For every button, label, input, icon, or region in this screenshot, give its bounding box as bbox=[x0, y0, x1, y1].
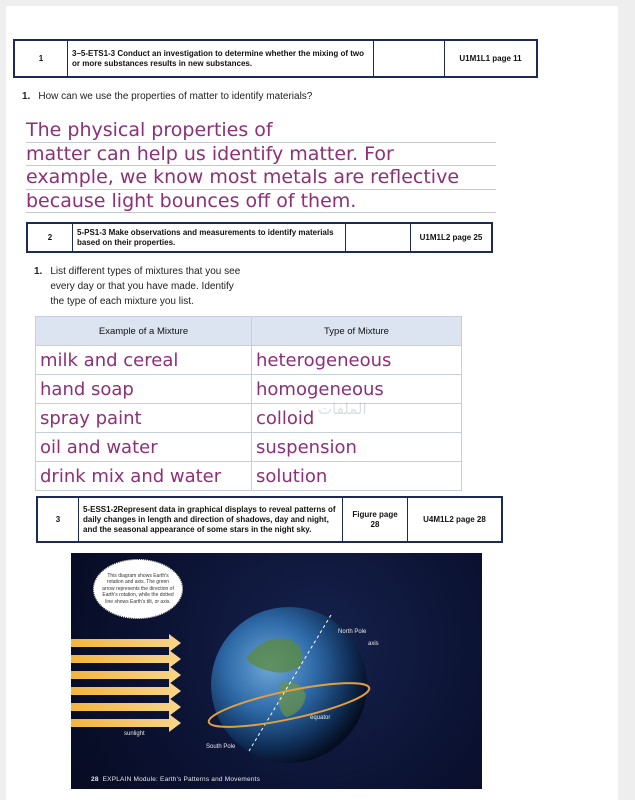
mixture-type: solution bbox=[252, 462, 462, 491]
watermark: الملفات bbox=[318, 400, 367, 418]
mixture-type: colloid bbox=[252, 404, 462, 433]
standard-table-1 bbox=[13, 39, 538, 78]
table-row bbox=[36, 433, 462, 462]
diagram-note-bubble: This diagram shows Earth's rotation and axis. The green arrow represents the direction of Earth's rotation, while the dotted line shows Earth's tilt, or axis. bbox=[93, 559, 183, 619]
table-row bbox=[36, 375, 462, 404]
handwritten-answer bbox=[26, 119, 496, 213]
north-pole-label: North Pole bbox=[338, 629, 367, 635]
standard-number: 1 bbox=[14, 40, 68, 77]
standard-number: 2 bbox=[27, 223, 73, 252]
figure-caption bbox=[91, 776, 260, 783]
caption-page-number: 28 bbox=[91, 776, 99, 783]
sunlight-label: sunlight bbox=[124, 731, 145, 737]
earth-rotation-figure bbox=[71, 553, 482, 789]
mixture-example: hand soap bbox=[36, 375, 252, 404]
mixture-example: oil and water bbox=[36, 433, 252, 462]
standard-number: 3 bbox=[37, 497, 79, 542]
question-text-line: the type of each mixture you list. bbox=[50, 296, 194, 307]
equator-label: equator bbox=[310, 715, 331, 721]
page-reference: U1M1L2 page 25 bbox=[411, 223, 493, 252]
column-header-example: Example of a Mixture bbox=[36, 317, 252, 346]
table-row bbox=[36, 462, 462, 491]
standard-description: 5-PS1-3 Make observations and measurements to identify materials based on their properties. bbox=[73, 223, 346, 252]
question-text-line: List different types of mixtures that you see bbox=[50, 266, 241, 277]
south-pole-label: South Pole bbox=[206, 744, 236, 750]
column-header-type: Type of Mixture bbox=[252, 317, 462, 346]
sunlight-arrows bbox=[71, 634, 181, 732]
axis-label: axis bbox=[368, 641, 379, 647]
figure-reference bbox=[374, 40, 445, 77]
table-row bbox=[36, 404, 462, 433]
standard-table-2 bbox=[26, 222, 493, 253]
question-number: 1. bbox=[22, 91, 31, 102]
answer-line: because light bounces off of them. bbox=[26, 190, 496, 214]
answer-line: The physical properties of bbox=[26, 119, 496, 143]
caption-text: EXPLAIN Module: Earth's Patterns and Movements bbox=[102, 776, 261, 783]
page-reference: U1M1L1 page 11 bbox=[445, 40, 538, 77]
standard-description: 3–5-ETS1-3 Conduct an investigation to determine whether the mixing of two or more substances results in new substances. bbox=[68, 40, 374, 77]
page-reference: U4M1L2 page 28 bbox=[408, 497, 503, 542]
mixture-example: drink mix and water bbox=[36, 462, 252, 491]
mixture-example: spray paint bbox=[36, 404, 252, 433]
question-text-line: every day or that you have made. Identify bbox=[50, 281, 234, 292]
mixture-example: milk and cereal bbox=[36, 346, 252, 375]
mixture-type: homogeneous bbox=[252, 375, 462, 404]
answer-line: example, we know most metals are reflective bbox=[26, 166, 496, 190]
mixture-type: suspension bbox=[252, 433, 462, 462]
mixtures-table bbox=[35, 316, 462, 491]
question-2 bbox=[34, 264, 240, 309]
figure-reference bbox=[346, 223, 411, 252]
question-text: How can we use the properties of matter to identify materials? bbox=[38, 91, 313, 102]
mixture-type: heterogeneous bbox=[252, 346, 462, 375]
table-row bbox=[36, 346, 462, 375]
figure-reference: Figure page 28 bbox=[343, 497, 408, 542]
question-1 bbox=[22, 89, 312, 104]
standard-description: 5-ESS1-2Represent data in graphical displays to reveal patterns of daily changes in length and direction of shadows, day and night, and the seasonal appearance of some stars in the night sky. bbox=[79, 497, 343, 542]
question-number: 1. bbox=[34, 266, 43, 277]
standard-table-3 bbox=[36, 496, 503, 543]
answer-line: matter can help us identify matter. For bbox=[26, 143, 496, 167]
